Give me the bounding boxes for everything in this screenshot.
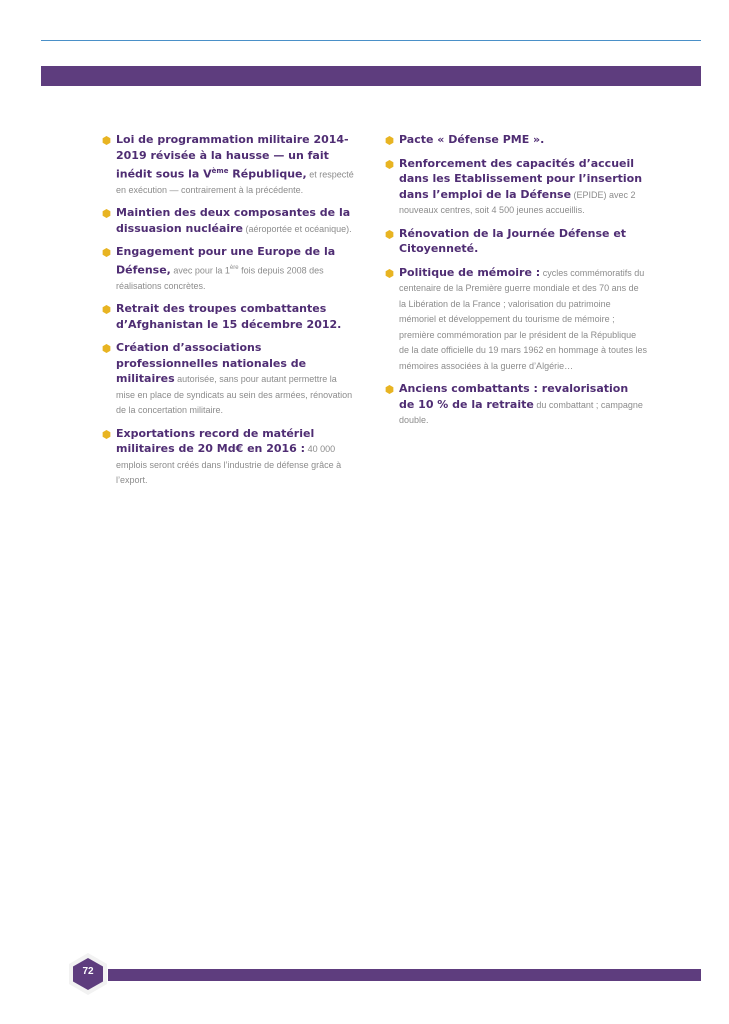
hexagon-bullet-icon [385, 136, 394, 145]
right-column [385, 133, 647, 437]
item-heading: Création d’associations professionnelles nationales de militaires [116, 341, 307, 386]
item-heading: Rénovation de la Journée Défense et Citoyenneté. [399, 226, 627, 255]
item-detail: du combattant ; campagne double. [399, 399, 643, 425]
superscript: ème [211, 167, 229, 175]
left-column [102, 133, 354, 497]
page-number: 72 [82, 966, 94, 977]
list-item [102, 302, 354, 333]
superscript: ère [229, 264, 239, 271]
item-detail: cycles commémoratifs du centenaire de la Première guerre mondiale et des 70 ans de la Libération de la France ; valorisation du patrimoine mémoriel et développement du tourisme de mémoire ; première commémoration par le président de la République de la date officielle du 19 mars 1962 en hommage à toutes les mémoires associées à la guerre d’Algérie… [399, 267, 647, 371]
hexagon-bullet-icon [102, 209, 111, 218]
list-item [102, 245, 354, 294]
item-detail: 40 000 emplois seront créés dans l’industrie de défense grâce à l’export. [116, 444, 342, 486]
list-item [385, 382, 647, 429]
item-heading: Renforcement des capacités d’accueil dans les Etablissement pour l’insertion dans l’emploi de la Défense [399, 156, 643, 201]
top-rule [41, 40, 701, 41]
list-item [102, 427, 354, 489]
item-detail: (EPIDE) avec 2 nouveaux centres, soit 4 500 jeunes accueillis. [399, 189, 636, 215]
item-heading: Retrait des troupes combattantes d’Afghanistan le 15 décembre 2012. [116, 302, 342, 331]
item-detail-cont: fois depuis 2008 des réalisations concrètes. [116, 265, 324, 291]
hexagon-bullet-icon [385, 385, 394, 394]
item-heading: Loi de programmation militaire 2014-2019 révisée à la hausse — un fait inédit sous la V [116, 133, 349, 181]
hexagon-bullet-icon [385, 230, 394, 239]
item-heading-cont: République, [228, 167, 307, 181]
hexagon-bullet-icon [102, 430, 111, 439]
hexagon-bullet-icon [385, 269, 394, 278]
item-detail: avec pour la 1 [170, 265, 230, 276]
hexagon-bullet-icon [385, 160, 394, 169]
item-detail: et respecté en exécution — contrairement à la précédente. [116, 169, 354, 195]
list-item [102, 341, 354, 419]
item-heading: Exportations record de matériel militaires de 20 Md€ en 2016 : [116, 426, 315, 456]
item-heading: Maintien des deux composantes de la dissuasion nucléaire [116, 206, 351, 235]
list-item [102, 133, 354, 198]
item-heading: Pacte « Défense PME ». [399, 133, 545, 146]
hexagon-bullet-icon [102, 305, 111, 314]
list-item [385, 227, 647, 258]
header-band [41, 66, 701, 86]
list-item [385, 133, 647, 149]
item-detail: autorisée, sans pour autant permettre la mise en place de syndicats au sein des armées, rénovation de la concertation militaire. [116, 374, 353, 416]
hexagon-bullet-icon [102, 344, 111, 353]
hexagon-bullet-icon [102, 136, 111, 145]
hexagon-bullet-icon [102, 248, 111, 257]
item-heading: Anciens combattants : revalorisation de 10 % de la retraite [399, 382, 629, 411]
item-heading: Engagement pour une Europe de la Défense, [116, 245, 336, 277]
item-heading: Politique de mémoire : [399, 265, 541, 279]
item-detail: (aéroportée et océanique). [243, 223, 352, 234]
list-item [385, 157, 647, 219]
list-item [385, 266, 647, 375]
list-item [102, 206, 354, 237]
footer-band [108, 969, 701, 981]
